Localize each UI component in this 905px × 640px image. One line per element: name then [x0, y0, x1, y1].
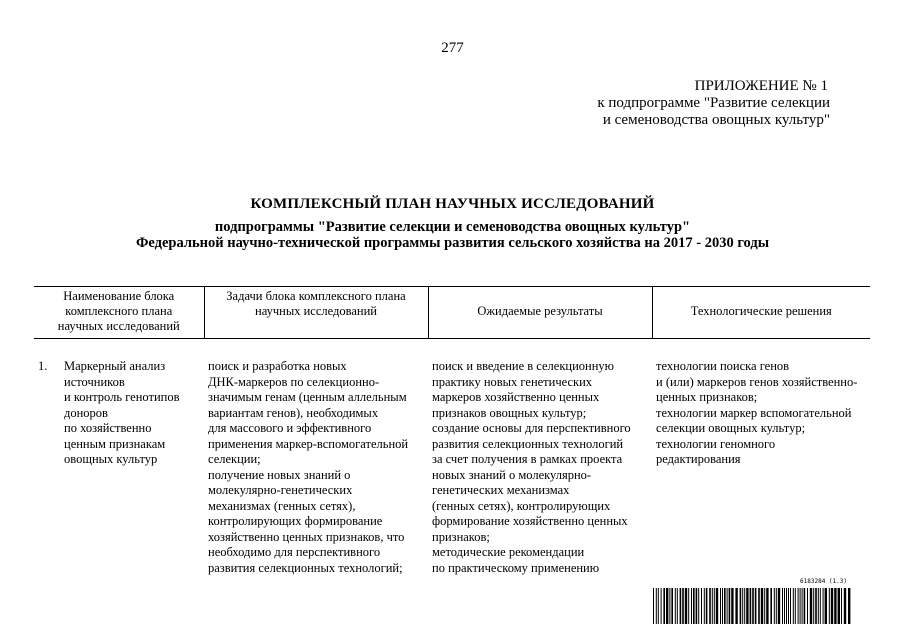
row-number: 1.	[38, 359, 48, 373]
appendix-line-3: и семеноводства овощных культур"	[602, 112, 830, 128]
page-number: 277	[441, 40, 464, 56]
header-results: Ожидаемые результаты	[428, 287, 652, 339]
block-name-text: Маркерный анализ источников и контроль генотипов доноров по хозяйственно ценным признакам овощных культур	[64, 359, 180, 466]
header-solutions: Технологические решения	[652, 287, 870, 339]
appendix-title: ПРИЛОЖЕНИЕ № 1	[694, 78, 828, 94]
cell-solutions: технологии поиска генов и (или) маркеров генов хозяйственно- ценных признаков; технологии маркер вспомогательной селекции овощных культур; технологии геномного редактирования	[656, 359, 858, 466]
subtitle-line-1: подпрограммы "Развитие селекции и семеноводства овощных культур"	[214, 219, 691, 235]
appendix-line-2: к подпрограмме "Развитие селекции	[597, 95, 830, 111]
barcode-label: 6183284 (1.3)	[800, 578, 847, 585]
cell-tasks: поиск и разработка новых ДНК-маркеров по селекционно- значимым генам (ценным аллельным вариантам генов), необходимых для массового и эффективного применения маркер-вспомогательной селекции; получение новых знаний о молекулярно-генетических механизмах (генных сетях), контролирующих формирование хозяйственно ценных признаков, что необходимо для перспективного развития селекционных технологий;	[208, 359, 409, 575]
header-tasks: Задачи блока комплексного плана научных исследований	[204, 287, 428, 339]
table-header-row	[34, 287, 870, 339]
research-plan-table	[34, 286, 870, 576]
document-titles	[0, 196, 905, 251]
cell-results: поиск и введение в селекционную практику новых генетических маркеров хозяйственно ценных признаков овощных культур; создание основы для перспективного развития селекционных технологий за счет получения в рамках проекта новых знаний о молекулярно- генетических механизмах (генных сетях), контролирующих формирование хозяйственно ценных признаков; методические рекомендации по практическому применению	[432, 359, 631, 575]
main-title: КОМПЛЕКСНЫЙ ПЛАН НАУЧНЫХ ИССЛЕДОВАНИЙ	[250, 196, 655, 212]
table-row	[34, 339, 870, 577]
research-plan-table-wrapper	[34, 286, 870, 576]
appendix-block	[597, 78, 830, 129]
header-block-name: Наименование блока комплексного плана научных исследований	[34, 287, 204, 339]
cell-block-name	[34, 339, 204, 577]
barcode-icon	[653, 588, 853, 624]
subtitle-line-2: Федеральной научно-технической программы развития сельского хозяйства на 2017 - 2030 годы	[135, 235, 770, 251]
